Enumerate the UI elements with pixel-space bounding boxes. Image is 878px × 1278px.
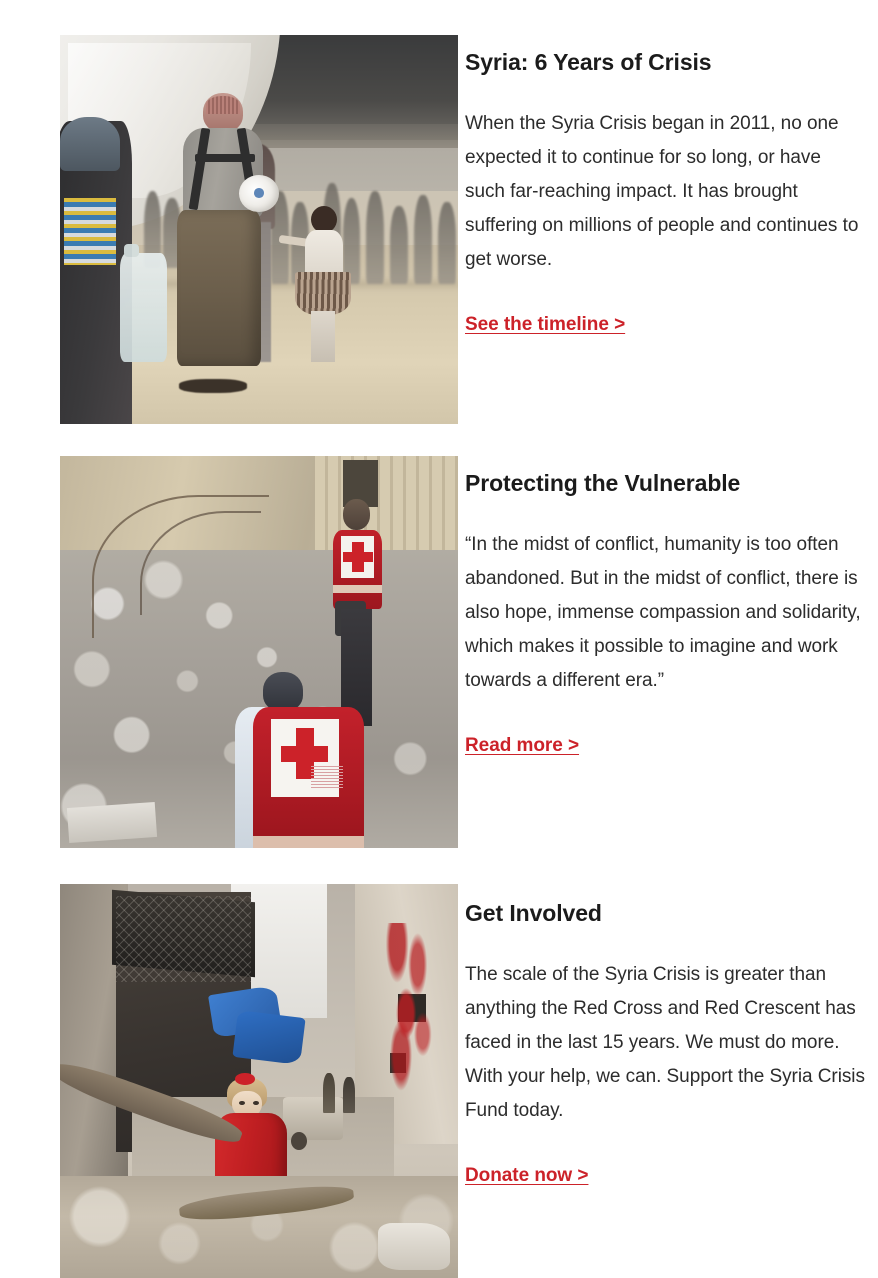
story-image-refugee-camp: [60, 35, 458, 424]
story-image-red-cross-rubble: [60, 456, 458, 848]
story-title: Syria: 6 Years of Crisis: [465, 49, 712, 75]
donate-now-link[interactable]: Donate now >: [465, 1165, 589, 1186]
see-the-timeline-link[interactable]: See the timeline >: [465, 314, 626, 335]
story-paragraph: When the Syria Crisis began in 2011, no one expected it to continue for so long, or have such far-reaching impact. It has brought suffering on millions of people and continues to get worse.: [465, 113, 859, 270]
story-text-column: [465, 48, 865, 338]
story-text-column: [465, 469, 865, 759]
story-paragraph: “In the midst of conflict, humanity is too often abandoned. But in the midst of conflict, there is also hope, immense compassion and solidarity, which makes it possible to imagine and work towards a different era.”: [465, 534, 861, 691]
read-more-link[interactable]: Read more >: [465, 735, 580, 756]
story-paragraph: The scale of the Syria Crisis is greater than anything the Red Cross and Red Crescent has faced in the last 15 years. We must do more. With your help, we can. Support the Syria Crisis Fund today.: [465, 964, 865, 1121]
story-text-column: [465, 899, 865, 1189]
story-image-child-in-street: [60, 884, 458, 1278]
red-cross-emblem: [352, 542, 364, 571]
story-title: Get Involved: [465, 900, 602, 926]
story-title: Protecting the Vulnerable: [465, 470, 741, 496]
